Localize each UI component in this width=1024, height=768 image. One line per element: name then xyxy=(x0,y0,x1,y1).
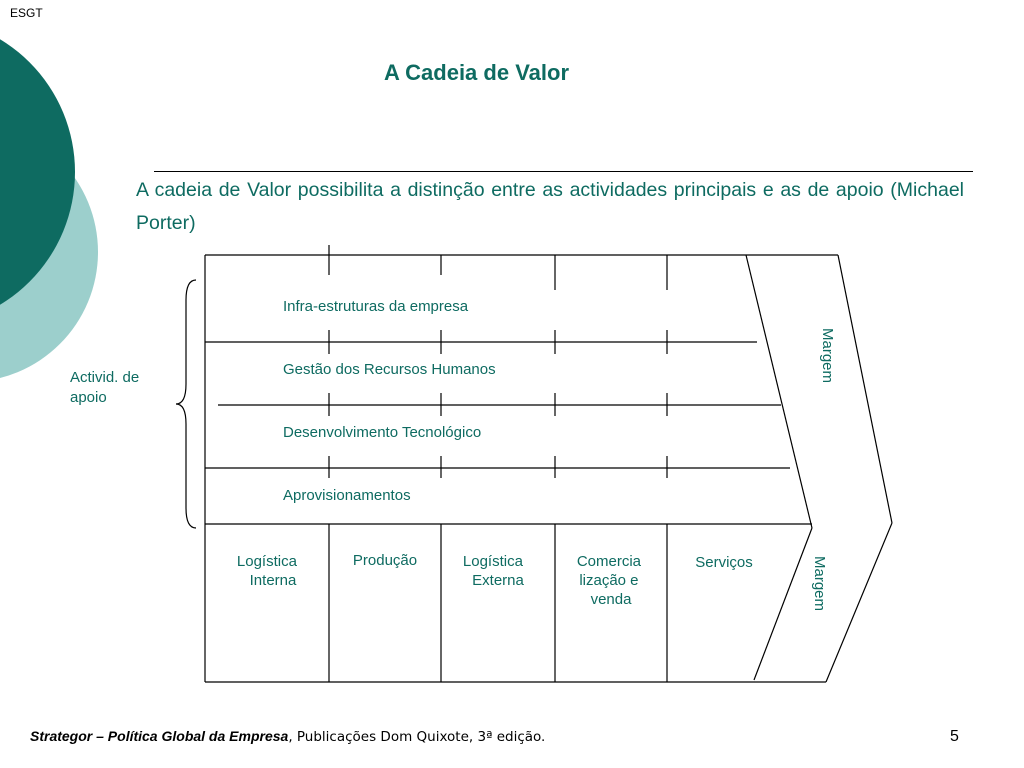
margin-inner-upper-line xyxy=(746,255,812,528)
support-activity-label: Desenvolvimento Tecnológico xyxy=(283,424,482,441)
support-activity-label: Aprovisionamentos xyxy=(283,487,411,504)
margin-inner-lower-line xyxy=(754,528,812,680)
intro-text: A cadeia de Valor possibilita a distinção entre as actividades principais e as de apoio (Michael Porter) xyxy=(136,179,964,234)
source-publisher: , Publicações Dom Quixote, 3ª edição. xyxy=(288,729,546,745)
corner-label: ESGT xyxy=(10,6,43,20)
support-group-brace xyxy=(176,280,196,528)
primary-activity-label: Serviços xyxy=(695,554,753,571)
margin-arrow-upper-edge xyxy=(838,255,892,523)
primary-activity-label: Comercia lização e venda xyxy=(576,553,642,608)
primary-activity-label: Logística Interna xyxy=(236,553,297,589)
support-group-label: Activid. de apoio xyxy=(70,369,140,406)
source-title: Strategor – Política Global da Empresa xyxy=(30,728,289,744)
primary-activity-label: Produção xyxy=(352,552,418,569)
support-activity-label: Infra-estruturas da empresa xyxy=(283,298,469,315)
page-number: 5 xyxy=(950,728,959,745)
support-activity-label: Gestão dos Recursos Humanos xyxy=(283,361,496,378)
margin-arrow-lower-edge xyxy=(826,523,892,682)
margin-label-upper: Margem xyxy=(819,328,836,384)
primary-activity-label: Logística Externa xyxy=(462,553,524,589)
source-citation xyxy=(30,728,545,745)
slide-title: A Cadeia de Valor xyxy=(383,60,570,85)
margin-label-lower: Margem xyxy=(811,556,828,612)
